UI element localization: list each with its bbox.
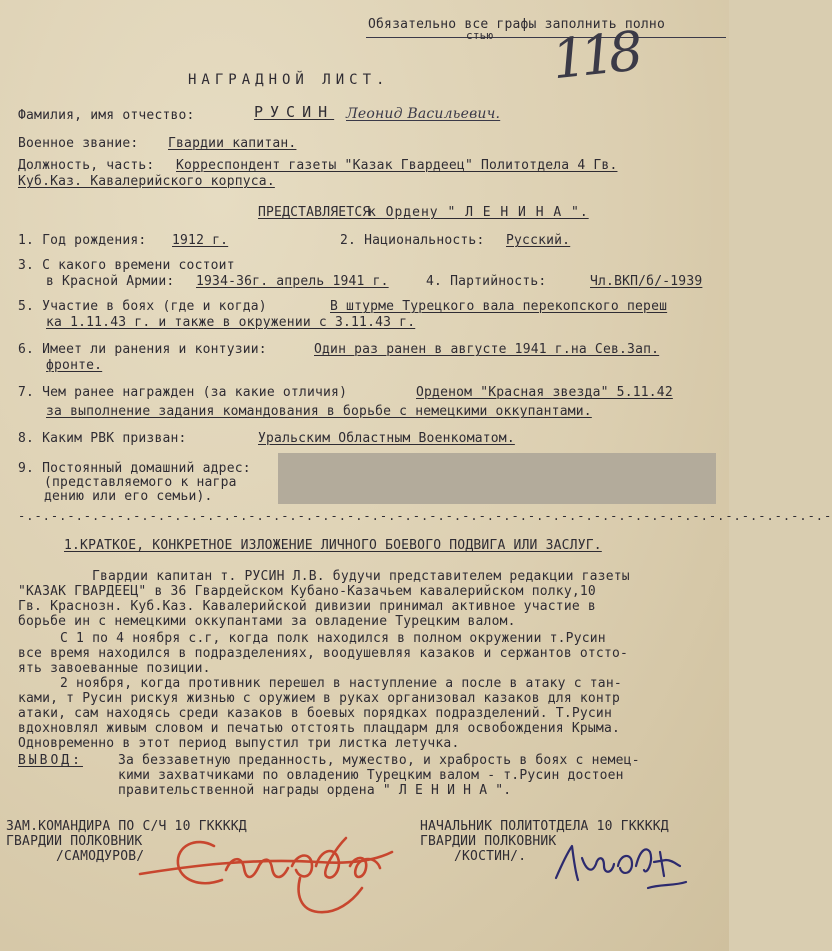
body-line: Гв. Краснозн. Куб.Каз. Кавалерийской дивизии принимал активное участие в: [18, 599, 596, 614]
conclusion-label: ВЫВОД:: [18, 753, 83, 768]
item-9-line1: 9. Постоянный домашний адрес:: [18, 461, 251, 476]
position-value-2: Куб.Каз. Кавалерийского корпуса.: [18, 174, 275, 189]
conclusion-line3: правительственной награды ордена " Л Е Н И Н А ".: [118, 783, 512, 798]
body-line: все время находился в подразделениях, воодушевляя казаков и сержантов отсто-: [18, 646, 629, 661]
header-note-line2: стью: [466, 29, 494, 42]
body-line: борьбе ин с немецкими оккупантами за овладение Турецким валом.: [18, 614, 516, 629]
item-7-value-1: Орденом "Красная звезда" 5.11.42: [416, 385, 673, 400]
item-9-line2: (представляемого к награ: [44, 475, 237, 490]
item-8-label: 8. Каким РВК призван:: [18, 431, 187, 446]
item-8-value: Уральским Областным Военкоматом.: [258, 431, 515, 446]
item-7-value-2: за выполнение задания командования в борьбе с немецкими оккупантами.: [46, 404, 592, 419]
left-signer-title: ЗАМ.КОМАНДИРА ПО С/Ч 10 ГККККД: [6, 819, 247, 834]
body-line: ками, т Русин рискуя жизнью с оружием в руках организовал казаков для контр: [18, 691, 620, 706]
item-6-label: 6. Имеет ли ранения и контузии:: [18, 342, 267, 357]
position-value-1: Корреспондент газеты "Казак Гвардеец" Политотдела 4 Гв.: [176, 158, 618, 173]
document-title: НАГРАДНОЙ ЛИСТ.: [188, 72, 390, 88]
item-6-value-2: фронте.: [46, 358, 103, 373]
body-line: 2 ноября, когда противник перешел в наступление а после в атаку с тан-: [60, 676, 622, 691]
item-3-value: 1934-36г. апрель 1941 г.: [196, 274, 389, 289]
item-1-value: 1912 г.: [172, 233, 229, 248]
body-line: Одновременно в этот период выпустил три листка летучка.: [18, 736, 460, 751]
surname: РУСИН: [254, 103, 335, 121]
item-4-label: 4. Партийность:: [426, 274, 547, 289]
item-6-value-1: Один раз ранен в августе 1941 г.на Сев.Зап.: [314, 342, 660, 357]
body-line: атаки, сам находясь среди казаков в боевых порядках подразделений. Т.Русин: [18, 706, 612, 721]
right-signer-rank: ГВАРДИИ ПОЛКОВНИК: [420, 834, 557, 849]
archive-number: 118: [548, 19, 641, 92]
right-signer-title: НАЧАЛЬНИК ПОЛИТОТДЕЛА 10 ГККККД: [420, 819, 669, 834]
conclusion-line2: кими захватчиками по овладению Турецким валом - т.Русин достоен: [118, 768, 624, 783]
rank-label: Военное звание:: [18, 136, 139, 151]
body-line: С 1 по 4 ноября с.г, когда полк находился в полном окружении т.Русин: [60, 631, 606, 646]
body-line: Гвардии капитан т. РУСИН Л.В. будучи представителем редакции газеты: [92, 569, 630, 584]
item-4-value: Чл.ВКП/б/-1939: [590, 274, 703, 289]
item-3-label-2: в Красной Армии:: [46, 274, 175, 289]
rank-value: Гвардии капитан.: [168, 136, 297, 151]
item-3-label-1: 3. С какого времени состоит: [18, 258, 235, 273]
summary-heading: 1.КРАТКОЕ, КОНКРЕТНОЕ ИЗЛОЖЕНИЕ ЛИЧНОГО БОЕВОГО ПОДВИГА ИЛИ ЗАСЛУГ.: [64, 538, 602, 553]
item-2-label: 2. Национальность:: [340, 233, 485, 248]
dash-separator: -.-.-.-.-.-.-.-.-.-.-.-.-.-.-.-.-.-.-.-.-.-.-.-.-.-.-.-.-.-.-.-.-.-.-.-.-.-.-.-.-.-.-.-.-.-.-.-.-.-: [18, 509, 832, 523]
conclusion-line1: За беззаветную преданность, мужество, и храбрость в боях с немец-: [118, 753, 640, 768]
item-5-value-1: В штурме Турецкого вала перекопского переш: [330, 299, 668, 314]
item-9-line3: дению или его семьи).: [44, 489, 213, 504]
body-line: вдохновлял живым словом и печатью отстоять плацдарм для освобождения Крыма.: [18, 721, 620, 736]
right-signer-name: /КОСТИН/.: [454, 849, 527, 864]
nomination-label: ПРЕДСТАВЛЯЕТСЯ: [258, 205, 371, 220]
item-5-value-2: ка 1.11.43 г. и также в окружении с 3.11.43 г.: [46, 315, 416, 330]
item-2-value: Русский.: [506, 233, 571, 248]
left-signer-rank: ГВАРДИИ ПОЛКОВНИК: [6, 834, 143, 849]
position-label: Должность, часть:: [18, 158, 155, 173]
name-label: Фамилия, имя отчество:: [18, 108, 195, 123]
header-note-line1: Обязательно все графы заполнить полно: [368, 17, 665, 32]
body-line: "КАЗАК ГВАРДЕЕЦ" в 36 Гвардейском Кубано-Казачьем кавалерийском полку,10: [18, 584, 596, 599]
body-line: ять завоеванные позиции.: [18, 661, 211, 676]
nomination-award: к Ордену " Л Е Н И Н А ".: [368, 205, 589, 220]
item-1-label: 1. Год рождения:: [18, 233, 147, 248]
given-names: Леонид Васильевич.: [346, 106, 501, 122]
left-signer-name: /САМОДУРОВ/: [56, 849, 145, 864]
item-7-label: 7. Чем ранее награжден (за какие отличия): [18, 385, 348, 400]
item-5-label: 5. Участие в боях (где и когда): [18, 299, 267, 314]
